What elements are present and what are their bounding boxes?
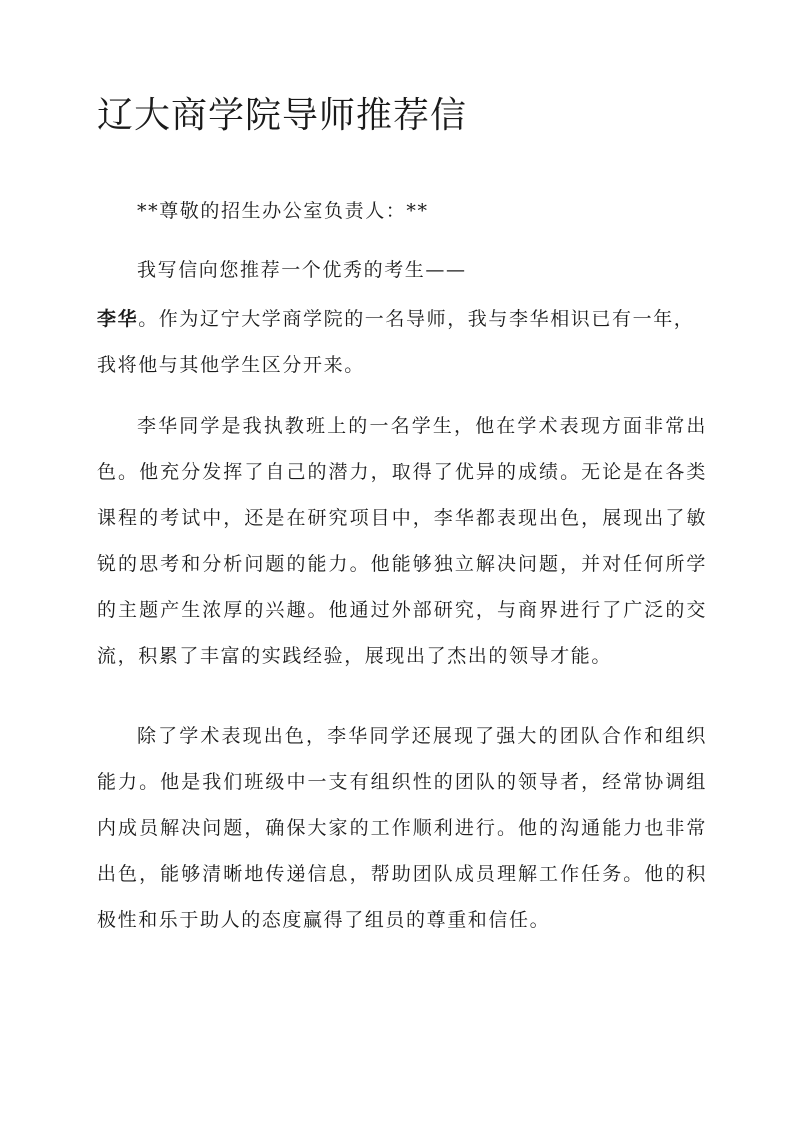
paragraph-teamwork: 除了学术表现出色，李华同学还展现了强大的团队合作和组织能力。他是我们班级中一支有组织性的团队的领导者，经常协调组内成员解决问题，确保大家的工作顺利进行。他的沟通能力也非常出色，能够清晰地传递信息，帮助团队成员理解工作任务。他的积极性和乐于助人的态度赢得了组员的尊重和信任。 [97, 725, 707, 931]
salutation: **尊敬的招生办公室负责人：** [137, 200, 429, 222]
intro-rest-text: 。作为辽宁大学商学院的一名导师，我与李华相识已有一年，我将他与其他学生区分开来。 [97, 308, 695, 376]
intro-continuation [97, 296, 707, 388]
student-name: 李华 [97, 308, 139, 330]
document-title: 辽大商学院导师推荐信 [97, 95, 468, 136]
intro-line: 我写信向您推荐一个优秀的考生—— [137, 259, 467, 281]
paragraph-academic: 李华同学是我执教班上的一名学生，他在学术表现方面非常出色。他充分发挥了自己的潜力，取得了优异的成绩。无论是在各类课程的考试中，还是在研究项目中，李华都表现出色，展现出了敏锐的思考和分析问题的能力。他能够独立解决问题，并对任何所学的主题产生浓厚的兴趣。他通过外部研究，与商界进行了广泛的交流，积累了丰富的实践经验，展现出了杰出的领导才能。 [97, 415, 707, 667]
